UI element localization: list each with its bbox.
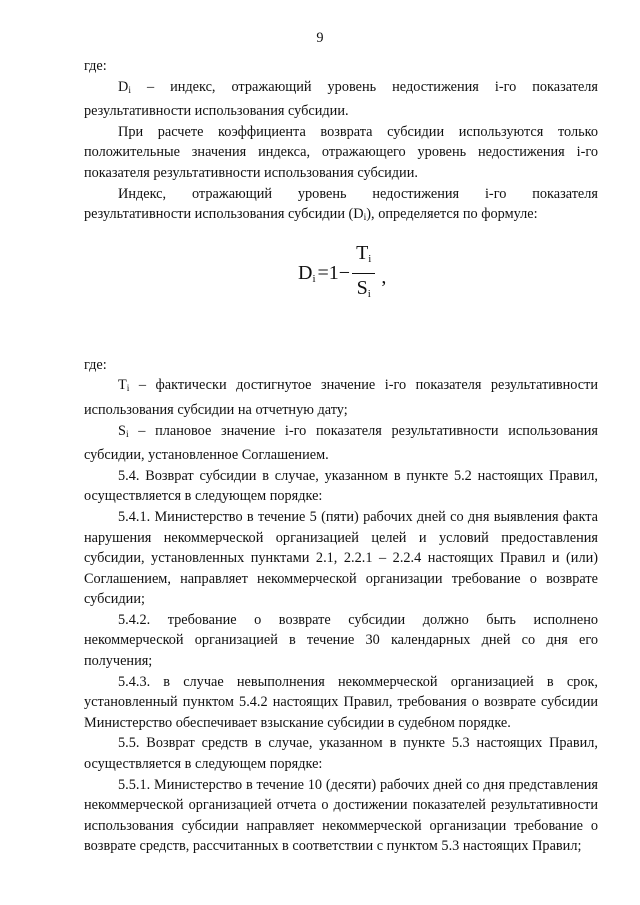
clause-5-5-1: 5.5.1. Министерство в течение 10 (десяти) рабочих дней со дня представления некоммерческой организацией отчета о достижении показателей результативности использования субсидии направляет некоммерческой организации требование о возврате средств, рассчитанных в соответствии с пунктом 5.3 настоящих Правил; xyxy=(84,776,598,855)
clause-5-4-1: 5.4.1. Министерство в течение 5 (пяти) рабочих дней со дня выявления факта нарушения некоммерческой организацией целей и условий предоставления субсидии, установленных пунктами 2.1, 2.2.1 – 2.2.4 настоящих Правил и (или) Соглашением, направляет некоммерческой организации требование о возврате субсидии; xyxy=(84,508,598,608)
di-symbol: $D_i$ xyxy=(118,78,131,96)
clause-5-5: 5.5. Возврат средств в случае, указанном в пункте 5.3 настоящих Правил, осуществляется в следующем порядке: xyxy=(84,735,598,773)
ti-symbol: $T_i$ xyxy=(118,377,130,395)
formula-lhs: Di xyxy=(298,262,316,286)
di-definition: $D_i$ – индекс, отражающий уровень недостижения i-го показателя результативности использования субсидии. xyxy=(84,78,599,120)
ti-definition: $T_i$ – фактически достигнутое значение i-го показателя результативности использования субсидии на отчетную дату; xyxy=(84,377,599,418)
formula-equals-one-minus: =1− xyxy=(317,262,351,285)
formula-numerator: Ti xyxy=(352,241,375,274)
where-label-bottom: где: xyxy=(84,356,107,373)
si-symbol: $S_i$ xyxy=(118,422,129,440)
document-body xyxy=(84,56,598,857)
page-number: 9 xyxy=(316,30,324,46)
formula-trailing-comma: , xyxy=(381,265,387,288)
formula-fraction xyxy=(352,241,375,306)
clause-5-4-3: 5.4.3. в случае невыполнения некоммерческой организацией в срок, установленный пунктом 5.4.2 настоящих Правил, требования о возврате субсидии Министерство обеспечивает взыскание субсидии в судебном порядке. xyxy=(84,673,598,731)
formula-denominator: Si xyxy=(356,277,371,301)
clause-5-4: 5.4. Возврат субсидии в случае, указанном в пункте 5.2 настоящих Правил, осуществляется в следующем порядке: xyxy=(84,467,598,505)
positive-values-paragraph: При расчете коэффициента возврата субсидии используются только положительные значения индекса, отражающего уровень недостижения i-го показателя результативности использования субсидии. xyxy=(84,123,598,181)
index-formula xyxy=(84,235,598,311)
si-definition: $S_i$ – плановое значение i-го показателя результативности использования субсидии, установленное Соглашением. xyxy=(84,422,598,464)
formula-expression xyxy=(298,239,386,309)
clause-5-4-2: 5.4.2. требование о возврате субсидии должно быть исполнено некоммерческой организацией в течение 30 календарных дней со дня его получения; xyxy=(84,611,598,670)
where-label-top: где: xyxy=(84,58,107,74)
index-formula-intro-line1: Индекс, отражающий уровень недостижения i-го показателя xyxy=(118,185,598,202)
index-formula-intro-line2: результативности использования субсидии $(D_i)$, определяется по формуле: xyxy=(84,206,538,224)
